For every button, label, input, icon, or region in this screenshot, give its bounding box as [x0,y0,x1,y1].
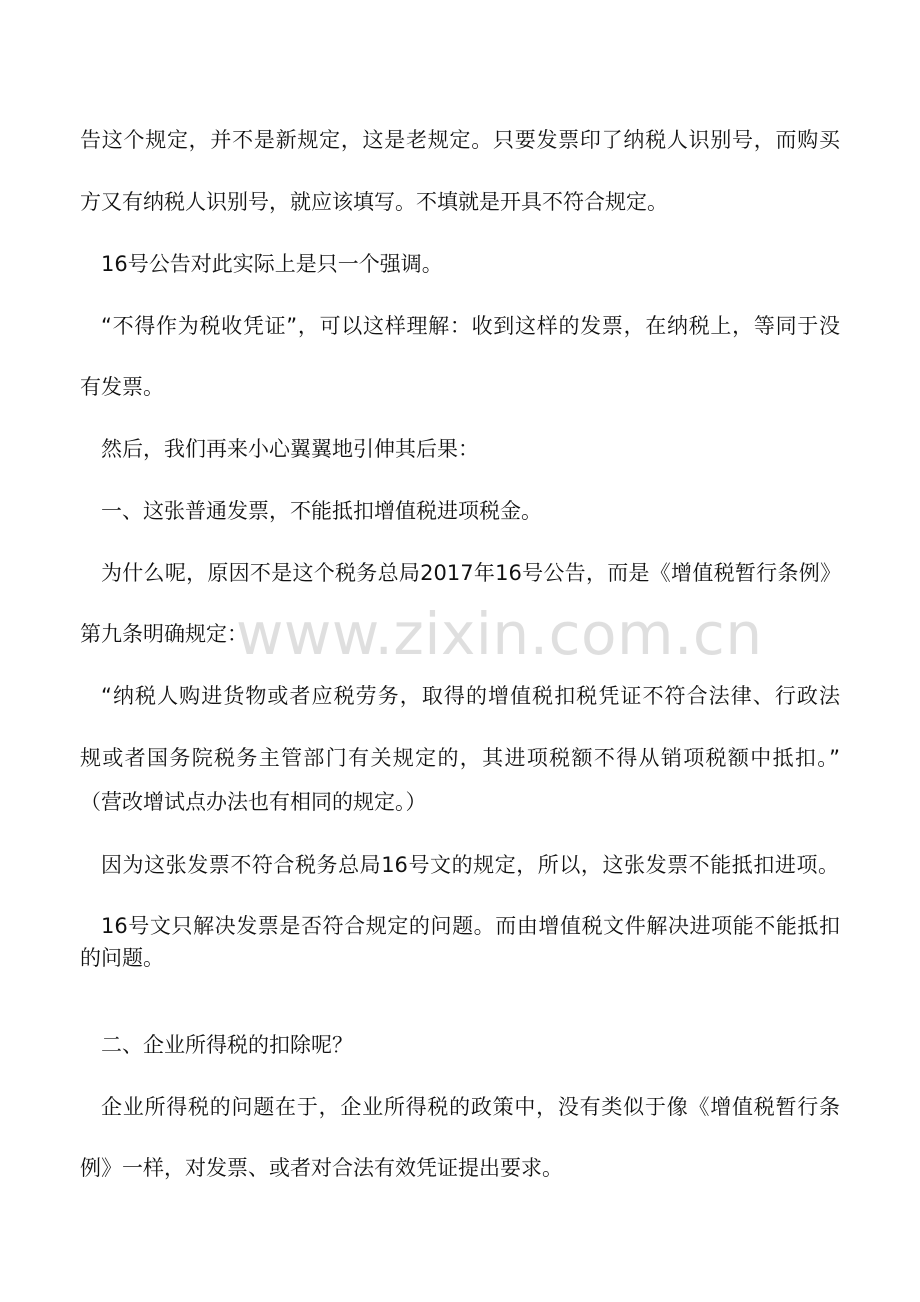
text-line: 为什么呢，原因不是这个税务总局2017年16号公告，而是《增值税暂行条例》 [101,561,841,585]
text-line: “不得作为税收凭证”，可以这样理解：收到这样的发票，在纳税上，等同于没 [101,314,840,338]
text-line: 第九条明确规定： [80,622,248,646]
text-line: 方又有纳税人识别号，就应该填写。不填就是开具不符合规定。 [80,190,668,214]
text-line: 的问题。 [80,946,164,970]
text-line: 告这个规定，并不是新规定，这是老规定。只要发票印了纳税人识别号，而购买 [80,128,840,152]
text-line: 因为这张发票不符合税务总局16号文的规定，所以，这张发票不能抵扣进项。 [101,853,839,877]
text-line: 然后，我们再来小心翼翼地引伸其后果： [101,437,479,461]
text-line: 规或者国务院税务主管部门有关规定的，其进项税额不得从销项税额中抵扣。” [80,746,840,770]
text-line: “纳税人购进货物或者应税劳务，取得的增值税扣税凭证不符合法律、行政法 [101,684,840,708]
text-line: 例》一样，对发票、或者对合法有效凭证提出要求。 [80,1156,563,1180]
text-line: 企业所得税的问题在于，企业所得税的政策中，没有类似于像《增值税暂行条 [101,1095,840,1119]
text-line: 有发票。 [80,375,164,399]
text-line: （营改增试点办法也有相同的规定。） [80,790,427,814]
text-line: 16号公告对此实际上是只一个强调。 [101,252,443,276]
text-line: 二、企业所得税的扣除呢？ [101,1033,353,1057]
text-line: 一、这张普通发票，不能抵扣增值税进项税金。 [101,499,542,523]
watermark-text: www.zixin.com.cn [236,600,763,668]
text-line: 16号文只解决发票是否符合规定的问题。而由增值税文件解决进项能不能抵扣 [101,914,840,938]
